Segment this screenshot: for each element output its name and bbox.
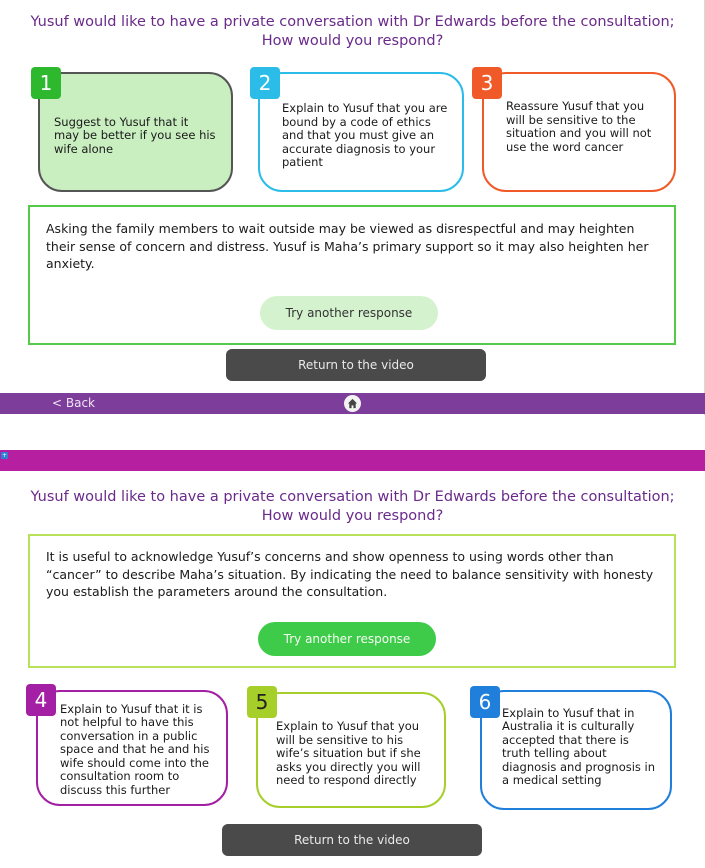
option-2-card[interactable] [258, 72, 464, 192]
feedback-box [28, 205, 676, 345]
option-5-text: Explain to Yusuf that you will be sensitive to his wife’s situation but if she asks you directly you will need to respond directly [276, 719, 421, 788]
option-5-number: 5 [247, 686, 277, 718]
option-1-text: Suggest to Yusuf that it may be better if you see his wife alone [54, 114, 216, 156]
feedback-text: Asking the family members to wait outside may be viewed as disrespectful and may heighten their sense of concern and distress. Yusuf is Maha’s primary support so it may also heighten her anxiety. [46, 221, 649, 271]
option-6-text: Explain to Yusuf that in Australia it is culturally accepted that there is truth telling about diagnosis and prognosis in a medical setting [502, 705, 656, 787]
feedback-text-2: It is useful to acknowledge Yusuf’s concerns and show openness to using words other than “cancer” to describe Maha’s situation. By indicating the need to balance sensitivity with honesty you establish the parameters around the consultation. [46, 549, 654, 599]
question-text: Yusuf would like to have a private conversation with Dr Edwards before the consultation; How would you respond? [30, 14, 675, 49]
home-glyph [347, 398, 358, 409]
return-to-video-button-2[interactable]: Return to the video [222, 824, 482, 856]
option-2-number: 2 [250, 67, 280, 99]
feedback-box-2 [28, 534, 676, 668]
option-4-number: 4 [26, 684, 56, 716]
question-text-2: Yusuf would like to have a private conversation with Dr Edwards before the consultation; How would you respond? [30, 489, 675, 524]
response-panel-1 [0, 0, 705, 415]
try-another-response-button[interactable]: Try another response [260, 296, 438, 330]
try-another-response-button-2[interactable]: Try another response [258, 622, 436, 656]
option-6-card[interactable] [480, 690, 672, 810]
home-icon[interactable] [344, 395, 361, 412]
plus-icon[interactable]: + [1, 452, 8, 459]
response-panel-2 [0, 450, 705, 868]
option-4-text: Explain to Yusuf that it is not helpful to have this conversation in a public space and that he and his wife should come into the consultation room to discuss this further [60, 701, 210, 797]
option-1-number: 1 [31, 67, 61, 99]
back-button[interactable]: < Back [52, 396, 96, 410]
option-5-card[interactable] [256, 692, 446, 808]
bottom-nav-bar [0, 393, 705, 414]
top-bar [0, 450, 705, 471]
option-3-card[interactable] [482, 72, 676, 192]
option-4-card[interactable] [36, 690, 228, 806]
option-3-number: 3 [472, 67, 502, 99]
return-to-video-button[interactable]: Return to the video [226, 349, 486, 381]
option-6-number: 6 [470, 686, 500, 718]
option-2-text: Explain to Yusuf that you are bound by a code of ethics and that you must give an accurate diagnosis to your patient [282, 101, 448, 170]
option-1-card[interactable] [38, 72, 233, 192]
option-3-text: Reassure Yusuf that you will be sensitive to the situation and you will not use the word cancer [506, 99, 652, 154]
